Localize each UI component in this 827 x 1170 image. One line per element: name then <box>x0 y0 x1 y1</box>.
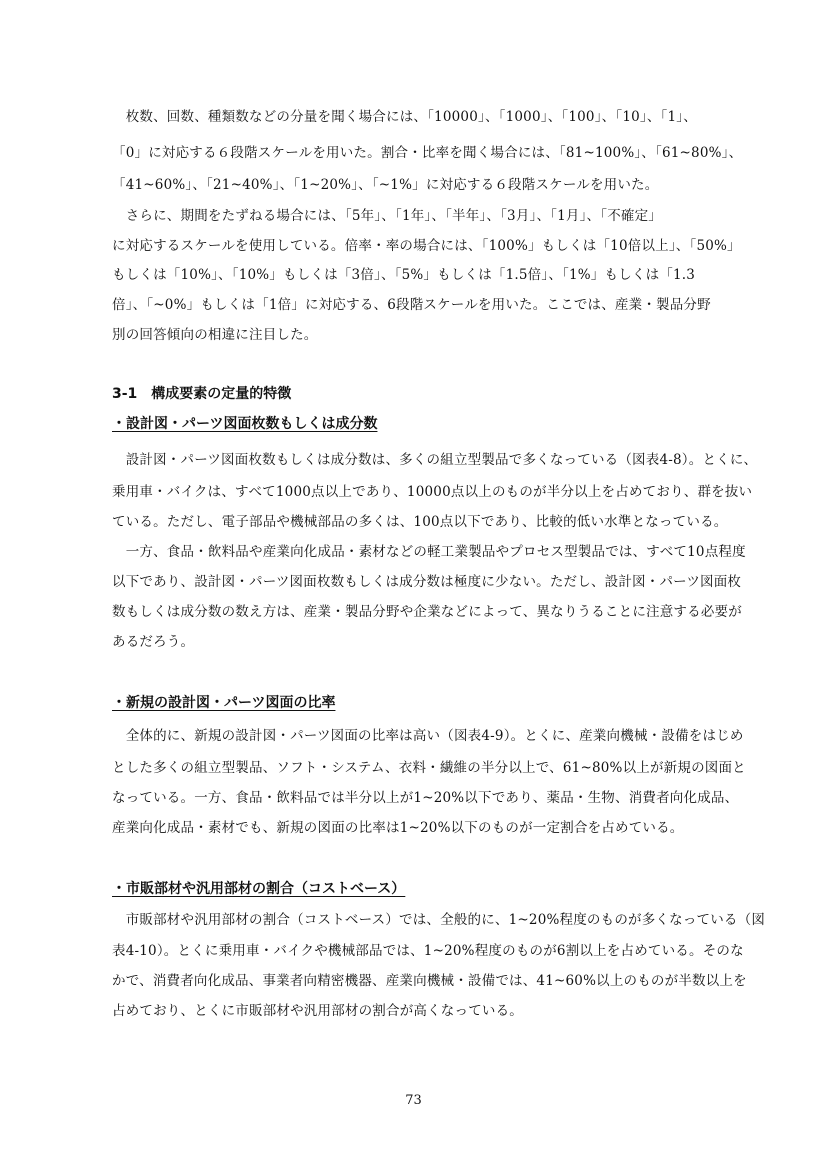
body-line: 表4-10）。とくに乗用車・バイクや機械部品では、1~20%程度のものが6割以上を占めている。そのな <box>112 943 744 959</box>
body-line: 設計図・パーツ図面枚数もしくは成分数は、多くの組立型製品で多くなっている（図表4-8）。とくに、 <box>112 452 758 468</box>
body-line: ている。ただし、電子部品や機械部品の多くは、100点以下であり、比較的低い水準となっている。 <box>112 514 728 530</box>
body-line: 数もしくは成分数の数え方は、産業・製品分野や企業などによって、異なりうることに注意する必要が <box>112 604 742 620</box>
body-line: 別の回答傾向の相違に注目した。 <box>112 327 318 343</box>
body-line: かで、消費者向化成品、事業者向精密機器、産業向機械・設備では、41~60%以上のものが半数以上を <box>112 973 747 989</box>
body-line: 「41~60%」、「21~40%」、「1~20%」、「~1%」に対応する６段階スケールを用いた。 <box>112 177 659 193</box>
body-line: 全体的に、新規の設計図・パーツ図面の比率は高い（図表4-9）。とくに、産業向機械・設備をはじめ <box>112 728 744 744</box>
body-line: 産業向化成品・素材でも、新規の図面の比率は1~20%以下のものが一定割合を占めている。 <box>112 820 684 836</box>
subsection-heading: ・市販部材や汎用部材の割合（コストベース） <box>112 881 406 897</box>
body-line: 乗用車・バイクは、すべて1000点以上であり、10000点以上のものが半分以上を占めており、群を抜い <box>112 484 753 500</box>
page-number: 73 <box>405 1093 422 1108</box>
body-line: 倍」、「~0%」もしくは「1倍」に対応する、6段階スケールを用いた。ここでは、産業・製品分野 <box>112 297 711 313</box>
body-line: なっている。一方、食品・飲料品では半分以上が1~20%以下であり、薬品・生物、消費者向化成品、 <box>112 790 739 806</box>
body-line: 枚数、回数、種類数などの分量を聞く場合には、「10000」、「1000」、「100」、「10」、「1」、 <box>112 109 697 125</box>
body-line: に対応するスケールを使用している。倍率・率の場合には、「100%」もしくは「10倍以上」、「50%」 <box>112 238 741 254</box>
body-line: 一方、食品・飲料品や産業向化成品・素材などの軽工業製品やプロセス型製品では、すべて10点程度 <box>112 544 746 560</box>
body-line: 市販部材や汎用部材の割合（コストベース）では、全般的に、1~20%程度のものが多くなっている（図 <box>112 912 766 928</box>
body-line: さらに、期間をたずねる場合には、「5年」、「1年」、「半年」、「3月」、「1月」、「不確定」 <box>112 208 663 224</box>
subsection-heading: ・設計図・パーツ図面枚数もしくは成分数 <box>112 416 378 432</box>
body-line: とした多くの組立型製品、ソフト・システム、衣料・繊維の半分以上で、61~80%以上が新規の図面と <box>112 760 746 776</box>
body-line: 「0」に対応する６段階スケールを用いた。割合・比率を聞く場合には、「81~100%」、「61~80%」、 <box>112 145 743 161</box>
body-line: もしくは「10%」、「10%」もしくは「3倍」、「5%」もしくは「1.5倍」、「1%」もしくは「1.3 <box>112 267 696 283</box>
body-line: 占めており、とくに市販部材や汎用部材の割合が高くなっている。 <box>112 1003 523 1019</box>
body-line: 以下であり、設計図・パーツ図面枚数もしくは成分数は極度に少ない。ただし、設計図・パーツ図面枚 <box>112 574 742 590</box>
body-line: あるだろう。 <box>112 634 195 650</box>
subsection-heading: ・新規の設計図・パーツ図面の比率 <box>112 695 336 711</box>
section-heading: 3-1 構成要素の定量的特徴 <box>112 386 292 402</box>
